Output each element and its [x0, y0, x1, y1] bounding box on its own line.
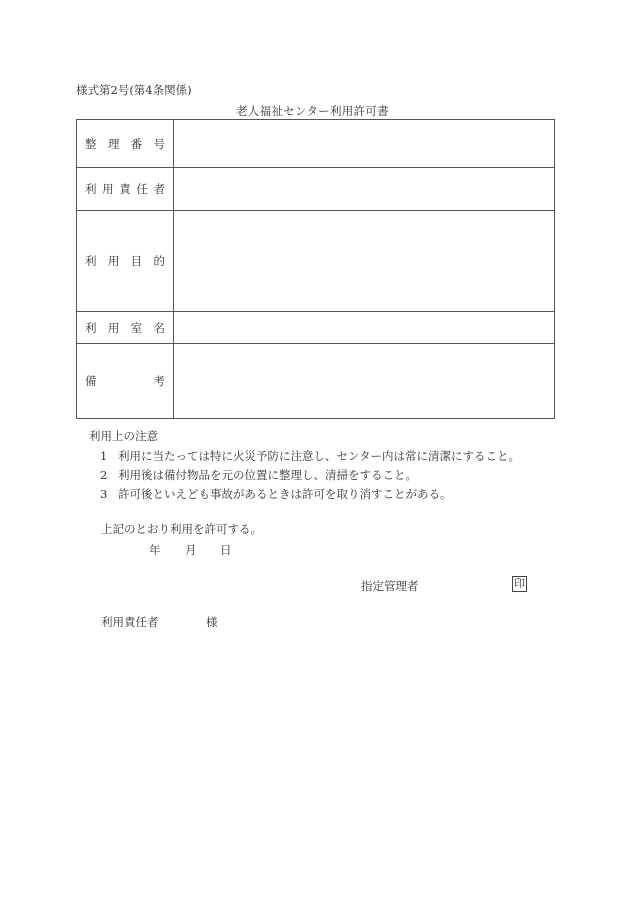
permit-form-table	[76, 119, 555, 419]
date-year-label: 年	[149, 543, 161, 557]
document-title: 老人福祉センター利用許可書	[236, 104, 389, 118]
label-char: 任	[136, 182, 148, 196]
form-number: 様式第2号(第4条関係)	[76, 83, 192, 97]
label-char: 目	[130, 254, 143, 268]
field-remarks[interactable]	[174, 344, 555, 419]
label-remarks	[77, 344, 174, 419]
note-number: 3	[100, 487, 108, 501]
label-room-name	[77, 312, 174, 344]
note-text: 許可後といえども事故があるときは許可を取り消すことがある。	[118, 487, 452, 501]
table-row-purpose	[77, 211, 555, 312]
label-char: 用	[107, 320, 120, 335]
label-char: 理	[107, 136, 120, 151]
honorific: 様	[206, 615, 218, 629]
designated-manager-label: 指定管理者	[361, 579, 419, 593]
label-purpose	[77, 211, 174, 312]
label-char: 責	[119, 182, 131, 196]
note-item	[100, 467, 417, 483]
label-char: 者	[153, 182, 165, 196]
table-row-room-name	[77, 312, 555, 344]
label-char: 室	[130, 320, 143, 335]
note-text: 利用に当たっては特に火災予防に注意し、センター内は常に清潔にすること。	[118, 449, 521, 463]
field-reference-number[interactable]	[174, 120, 555, 168]
table-row-reference-number	[77, 120, 555, 168]
label-char: 利	[85, 182, 97, 196]
note-item	[100, 486, 452, 502]
note-item	[100, 448, 520, 464]
notes-heading: 利用上の注意	[89, 429, 158, 443]
note-number: 1	[100, 449, 108, 463]
label-char: 名	[153, 320, 165, 335]
label-char: 考	[153, 374, 165, 388]
label-reference-number	[77, 120, 174, 168]
table-row-responsible-person	[77, 168, 555, 211]
label-char: 整	[85, 136, 97, 151]
note-text: 利用後は備付物品を元の位置に整理し、清掃をすること。	[118, 468, 417, 482]
label-char: 番	[130, 136, 143, 151]
label-char: 備	[85, 374, 97, 388]
label-char: 的	[153, 254, 165, 268]
table-row-remarks	[77, 344, 555, 419]
field-purpose[interactable]	[174, 211, 555, 312]
date-day-label: 日	[220, 543, 232, 557]
label-char: 号	[153, 136, 165, 151]
date-month-label: 月	[185, 543, 197, 557]
note-number: 2	[100, 468, 108, 482]
field-responsible-person[interactable]	[174, 168, 555, 211]
field-room-name[interactable]	[174, 312, 555, 344]
approval-statement: 上記のとおり利用を許可する。	[101, 522, 262, 536]
label-responsible-person	[77, 168, 174, 211]
recipient-label: 利用責任者	[101, 615, 159, 629]
label-char: 用	[107, 254, 120, 268]
label-char: 利	[85, 320, 97, 335]
label-char: 用	[102, 182, 114, 196]
seal-icon: 印	[514, 577, 525, 590]
label-char: 利	[85, 254, 97, 268]
